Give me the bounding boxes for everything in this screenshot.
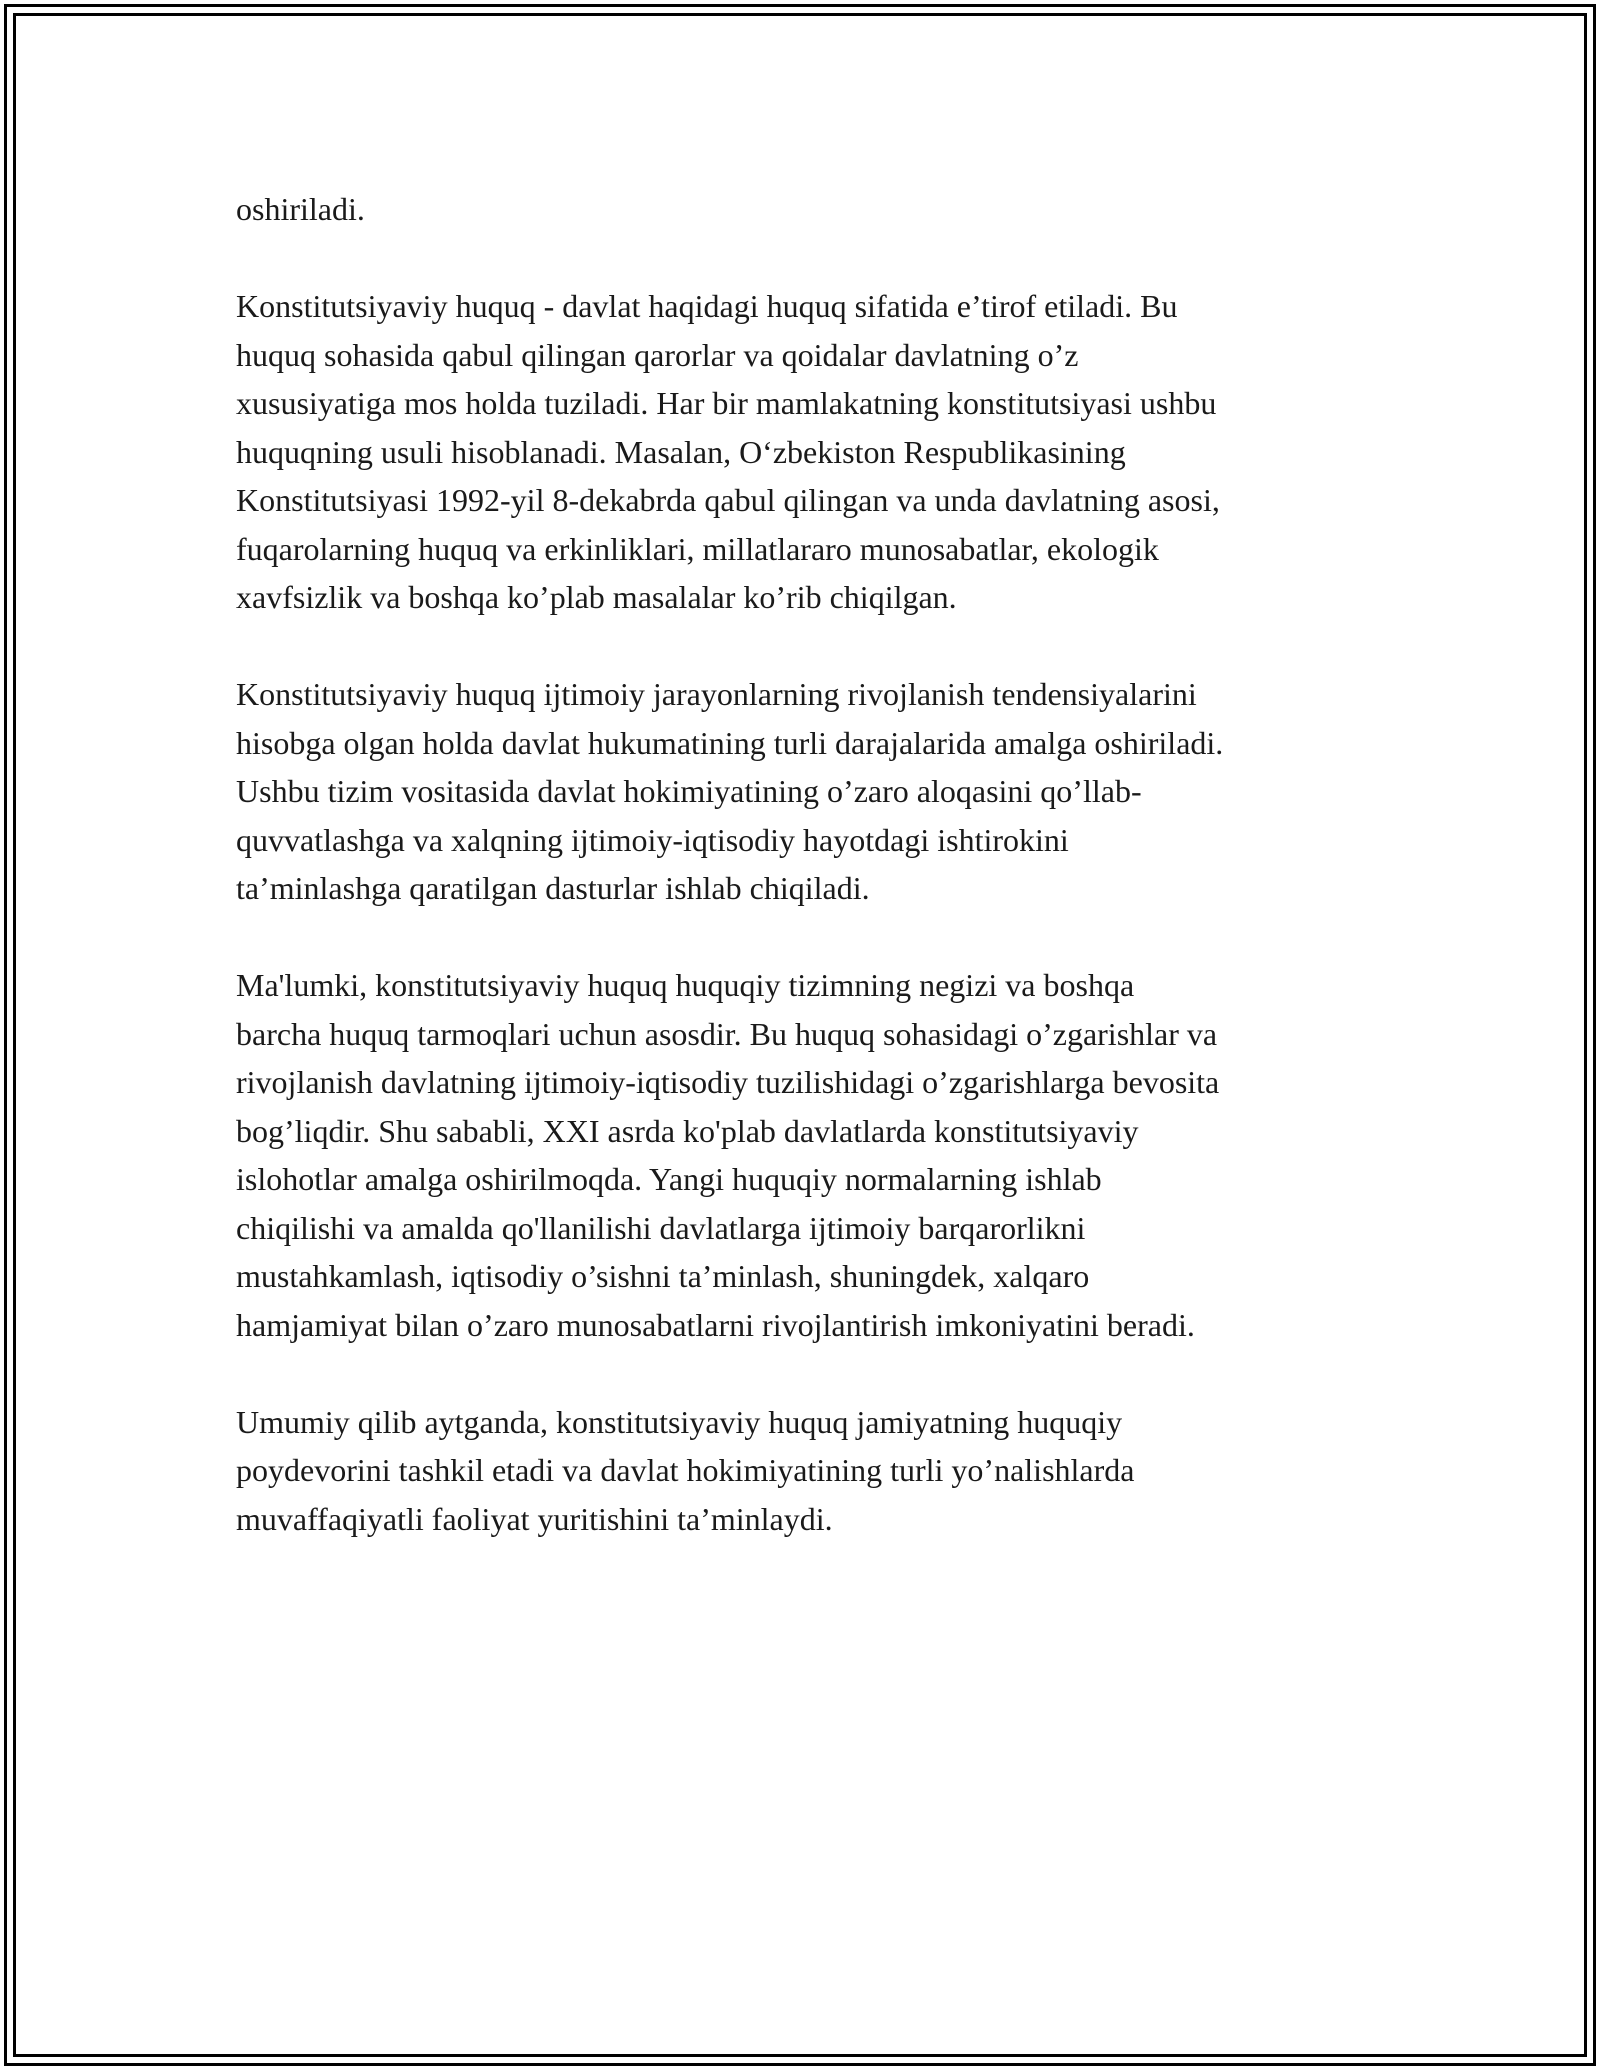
paragraph-line: mustahkamlash, iqtisodiy o’sishni ta’minlash, shuningdek, xalqaro — [236, 1258, 1090, 1294]
paragraph-line: Ma'lumki, konstitutsiyaviy huquq huquqiy tizimning negizi va boshqa — [236, 967, 1135, 1003]
paragraph-line: ta’minlashga qaratilgan dasturlar ishlab chiqiladi. — [236, 870, 870, 906]
paragraph-line: chiqilishi va amalda qo'llanilishi davlatlarga ijtimoiy barqarorlikni — [236, 1209, 1086, 1246]
paragraph-line: hisobga olgan holda davlat hukumatining turli darajalarida amalga oshiriladi. — [236, 724, 1224, 761]
paragraph-line: fuqarolarning huquq va erkinliklari, millatlararo munosabatlar, ekologik — [236, 530, 1159, 567]
paragraph-line: Konstitutsiyaviy huquq ijtimoiy jarayonlarning rivojlanish tendensiyalarini — [236, 676, 1197, 712]
paragraph-line: islohotlar amalga oshirilmoqda. Yangi huquqiy normalarning ishlab — [236, 1161, 1102, 1197]
paragraph-1 — [236, 185, 1396, 234]
paragraph-line: Konstitutsiyaviy huquq - davlat haqidagi huquq sifatida e’tirof etiladi. Bu — [236, 288, 1178, 324]
paragraph-line: bog’liqdir. Shu sababli, XXI asrda ko'plab davlatlarda konstitutsiyaviy — [236, 1112, 1139, 1149]
paragraph-line: quvvatlashga va xalqning ijtimoiy-iqtisodiy hayotdagi ishtirokini — [236, 821, 1069, 858]
paragraph-3 — [236, 670, 1396, 913]
paragraph-line: barcha huquq tarmoqlari uchun asosdir. Bu huquq sohasidagi o’zgarishlar va — [236, 1015, 1218, 1052]
paragraph-line: huquq sohasida qabul qilingan qarorlar va qoidalar davlatning o’z — [236, 336, 1079, 373]
paragraph-line: Umumiy qilib aytganda, konstitutsiyaviy huquq jamiyatning huquqiy — [236, 1403, 1123, 1440]
paragraph-line: rivojlanish davlatning ijtimoiy-iqtisodiy tuzilishidagi o’zgarishlarga bevosita — [236, 1064, 1220, 1100]
paragraph-line: xavfsizlik va boshqa ko’plab masalalar ko’rib chiqilgan. — [236, 579, 957, 615]
paragraph-line: hamjamiyat bilan o’zaro munosabatlarni rivojlantirish imkoniyatini beradi. — [236, 1306, 1195, 1343]
paragraph-5 — [236, 1398, 1396, 1544]
paragraph-line: Ushbu tizim vositasida davlat hokimiyatining o’zaro aloqasini qo’llab- — [236, 773, 1142, 809]
paragraph-line: oshiriladi. — [236, 191, 365, 227]
paragraph-2 — [236, 282, 1396, 622]
paragraph-line: poydevorini tashkil etadi va davlat hokimiyatining turli yo’nalishlarda — [236, 1452, 1135, 1488]
paragraph-line: huquqning usuli hisoblanadi. Masalan, O‘zbekiston Respublikasining — [236, 433, 1126, 470]
paragraph-4 — [236, 961, 1396, 1349]
paragraph-line: xususiyatiga mos holda tuziladi. Har bir mamlakatning konstitutsiyasi ushbu — [236, 385, 1217, 421]
paragraph-line: Konstitutsiyasi 1992-yil 8-dekabrda qabul qilingan va unda davlatning asosi, — [236, 482, 1220, 518]
paragraph-line: muvaffaqiyatli faoliyat yuritishini ta’minlaydi. — [236, 1500, 833, 1537]
document-body — [236, 185, 1396, 1592]
